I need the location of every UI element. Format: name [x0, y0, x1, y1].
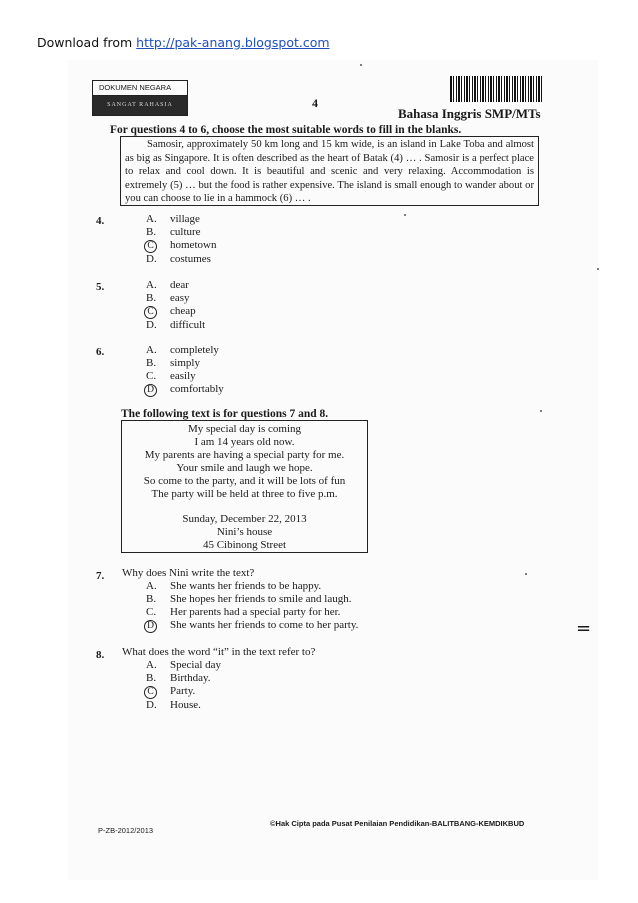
instruction-heading: For questions 4 to 6, choose the most suitable words to fill in the blanks. — [110, 124, 462, 136]
option-text: She wants her friends to be happy. — [170, 580, 322, 592]
invitation-line: I am 14 years old now. — [194, 436, 295, 448]
option-text: Party. — [170, 685, 196, 697]
option-c — [146, 685, 221, 699]
option-text: culture — [170, 226, 201, 238]
invitation-line: My special day is coming — [187, 423, 302, 435]
option-c — [146, 606, 358, 619]
secret-label: SANGAT RAHASIA — [93, 96, 187, 115]
question-8-number: 8. — [96, 649, 105, 661]
question-4-options — [146, 213, 216, 266]
option-a — [146, 213, 216, 226]
option-d — [146, 319, 205, 332]
option-b — [146, 357, 224, 370]
option-letter: C. — [146, 606, 157, 618]
option-c — [146, 239, 216, 253]
option-letter: B. — [146, 292, 157, 304]
reading-passage — [120, 136, 539, 206]
question-7-text: Why does Nini write the text? — [122, 567, 255, 579]
invitation-street: 45 Cibinong Street — [202, 539, 287, 551]
doc-label: DOKUMEN NEGARA — [93, 81, 187, 96]
option-a — [146, 659, 221, 672]
option-letter: B. — [146, 357, 157, 369]
option-text: hometown — [170, 239, 217, 251]
option-b — [146, 672, 221, 685]
question-6-options — [146, 344, 224, 397]
option-text: comfortably — [170, 383, 224, 395]
scan-speck — [525, 573, 527, 575]
option-b — [146, 226, 216, 239]
option-a — [146, 279, 205, 292]
answer-circle: D — [144, 384, 157, 397]
margin-mark: = — [576, 618, 592, 639]
footer-code: P-ZB-2012/2013 — [98, 826, 154, 835]
option-text: village — [170, 213, 200, 225]
question-7-options — [146, 580, 358, 633]
invitation-date: Sunday, December 22, 2013 — [182, 513, 307, 525]
answer-circle: C — [144, 686, 157, 699]
option-d — [146, 253, 216, 266]
option-letter: A. — [146, 279, 157, 291]
passage-text: Samosir, approximately 50 km long and 15 km wide, is an island in Lake Toba and almost as big as Singapore. It is often described as the heart of Batak (4) … . Samosir is a perfect place to relax and cool down. It is beautiful and scenic and very relaxing. Accommodation is extremely (5) … but the food is rather expensive. The island is small enough to wander about or you can choose to lie in a hammock (6) … . — [125, 139, 534, 205]
option-text: easily — [170, 370, 196, 382]
question-5-number: 5. — [96, 281, 105, 293]
option-letter: C. — [146, 370, 157, 382]
option-text: simply — [170, 357, 200, 369]
option-letter: B. — [146, 593, 157, 605]
option-text: Her parents had a special party for her. — [170, 606, 341, 618]
option-text: difficult — [170, 319, 206, 331]
option-a — [146, 580, 358, 593]
option-d — [146, 699, 221, 712]
question-6-number: 6. — [96, 346, 105, 358]
option-letter: A. — [146, 344, 157, 356]
option-letter: D. — [146, 253, 157, 265]
document-classification-box — [92, 80, 188, 116]
invitation-line: Your smile and laugh we hope. — [176, 462, 313, 474]
option-letter: D. — [146, 699, 157, 711]
option-text: She hopes her friends to smile and laugh. — [170, 593, 352, 605]
option-c — [146, 370, 224, 383]
option-letter: A. — [146, 659, 157, 671]
text-heading: The following text is for questions 7 and 8. — [121, 408, 329, 420]
option-d — [146, 619, 358, 633]
download-prefix: Download from — [37, 35, 137, 50]
scan-speck — [540, 410, 542, 412]
question-8-text: What does the word “it” in the text refer to? — [122, 646, 316, 658]
option-text: cheap — [170, 305, 196, 317]
option-b — [146, 593, 358, 606]
option-text: dear — [170, 279, 189, 291]
option-text: costumes — [170, 253, 211, 265]
option-text: Birthday. — [170, 672, 211, 684]
answer-circle: C — [144, 306, 157, 319]
option-letter: A. — [146, 213, 157, 225]
scan-speck — [360, 64, 362, 66]
option-letter: B. — [146, 672, 157, 684]
option-b — [146, 292, 205, 305]
invitation-line: The party will be held at three to five p.m. — [151, 488, 338, 500]
footer-copyright: ©Hak Cipta pada Pusat Penilaian Pendidikan-BALITBANG-KEMDIKBUD — [270, 819, 525, 828]
question-4-number: 4. — [96, 215, 105, 227]
download-notice — [37, 35, 330, 50]
option-a — [146, 344, 224, 357]
barcode-image — [450, 76, 542, 102]
invitation-place: Nini’s house — [216, 526, 273, 538]
invitation-line: So come to the party, and it will be lots of fun — [143, 475, 346, 487]
option-text: House. — [170, 699, 201, 711]
option-letter: A. — [146, 580, 157, 592]
option-text: easy — [170, 292, 190, 304]
option-text: completely — [170, 344, 219, 356]
subject-title: Bahasa Inggris SMP/MTs — [398, 106, 541, 121]
invitation-box — [121, 420, 368, 553]
question-5-options — [146, 279, 205, 332]
download-link[interactable]: http://pak-anang.blogspot.com — [136, 35, 330, 50]
answer-circle: C — [144, 240, 157, 253]
scan-speck — [597, 268, 599, 270]
question-7-number: 7. — [96, 570, 105, 582]
option-c — [146, 305, 205, 319]
option-d — [146, 383, 224, 397]
answer-circle: D — [144, 620, 157, 633]
invitation-line: My parents are having a special party for me. — [144, 449, 345, 461]
option-letter: B. — [146, 226, 157, 238]
option-text: She wants her friends to come to her party. — [170, 619, 359, 631]
page-number: 4 — [312, 96, 318, 110]
question-8-options — [146, 659, 221, 712]
scan-speck — [404, 214, 406, 216]
option-text: Special day — [170, 659, 222, 671]
option-letter: D. — [146, 319, 157, 331]
